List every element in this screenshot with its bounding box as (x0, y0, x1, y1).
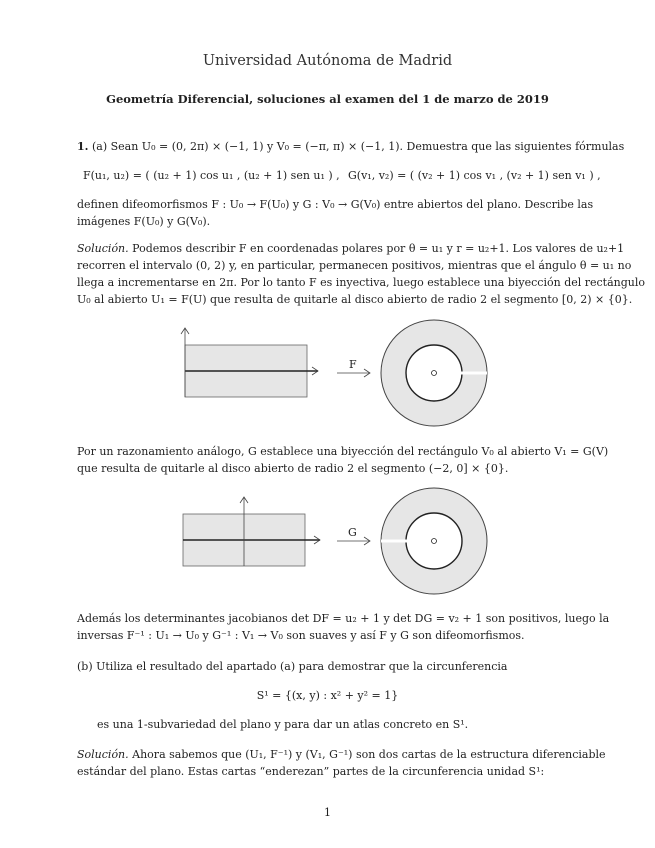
problem-1b-statement-line-2: es una 1-subvariedad del plano y para dar un atlas concreto en S¹. (97, 718, 469, 731)
rectangle-U0 (185, 345, 307, 397)
origin-point (432, 539, 437, 544)
page-subtitle: Geometría Diferencial, soluciones al examen del 1 de marzo de 2019 (106, 92, 549, 106)
formula-G: G(v₁, v₂) = ( (v₂ + 1) cos v₁ , (v₂ + 1) sen v₁ ) , (348, 169, 601, 182)
solution-label-2: Solución. (77, 748, 129, 761)
map-arrowhead-G (364, 537, 370, 545)
rectangle-V0 (183, 514, 305, 566)
vertical-axis-arrowhead (240, 497, 248, 503)
axis-arrowhead (314, 536, 320, 544)
formula-F: F(u₁, u₂) = ( (u₂ + 1) cos u₁ , (u₂ + 1) sen u₁ ) , (83, 169, 340, 182)
formula-S1: S¹ = {(x, y) : x² + y² = 1} (256, 689, 399, 702)
solution-1-text: Podemos describir F en coordenadas polares por θ = u₁ y r = u₂+1. Los valores de u₂+1 (132, 242, 625, 255)
problem-1a-statement-line-3: imágenes F(U₀) y G(V₀). (77, 215, 211, 228)
paragraph-2-line-2: que resulta de quitarle al disco abierto de radio 2 el segmento (−2, 0] × {0}. (77, 462, 509, 475)
problem-1a-statement-line-2: definen difeomorfismos F : U₀ → F(U₀) y G : V₀ → G(V₀) entre abiertos del plano. Describe las (77, 198, 594, 211)
paragraph-3-line-1: Además los determinantes jacobianos det DF = u₂ + 1 y det DG = v₂ + 1 son positivos, luego la (77, 612, 610, 625)
solution-1-line-4: U₀ al abierto U₁ = F(U) que resulta de quitarle al disco abierto de radio 2 el segmento [0, 2) × {0}. (77, 293, 633, 306)
origin-point (432, 371, 437, 376)
paragraph-3-line-2: inversas F⁻¹ : U₁ → U₀ y G⁻¹ : V₁ → V₀ son suaves y así F y G son difeomorfismos. (77, 629, 525, 642)
solution-1-line-3: llega a incrementarse en 2π. Por lo tanto F es inyectiva, luego establece una biyección del rectángulo (77, 276, 646, 289)
unit-circle (406, 345, 462, 401)
solution-label: Solución. (77, 242, 129, 255)
disk-radius-2 (381, 320, 487, 426)
solution-1-line-1 (77, 242, 625, 256)
map-label-G: G (348, 526, 357, 539)
problem-1a-statement-line-1 (77, 140, 625, 154)
problem-number: 1. (77, 140, 89, 153)
axis-arrowhead (312, 367, 318, 375)
solution-2-line-1 (77, 748, 606, 762)
vertical-axis-arrowhead (181, 328, 189, 334)
solution-2-text: Ahora sabemos que (U₁, F⁻¹) y (V₁, G⁻¹) son dos cartas de la estructura diferenciable (132, 748, 606, 761)
map-arrowhead-F (364, 369, 370, 377)
university-title: Universidad Autónoma de Madrid (202, 53, 453, 69)
page-number: 1 (324, 806, 331, 819)
problem-1b-statement: (b) Utiliza el resultado del apartado (a) para demostrar que la circunferencia (77, 660, 508, 673)
disk-radius-2 (381, 488, 487, 594)
solution-1-line-2: recorren el intervalo (0, 2) y, en particular, permanecen positivos, mientras que el ángulo θ = u₁ no (77, 259, 632, 272)
problem-1a-text: (a) Sean U₀ = (0, 2π) × (−1, 1) y V₀ = (−π, π) × (−1, 1). Demuestra que las siguientes fórmulas (91, 140, 625, 153)
unit-circle (406, 513, 462, 569)
paragraph-2-line-1: Por un razonamiento análogo, G establece una biyección del rectángulo V₀ al abierto V₁ = G(V) (77, 445, 609, 458)
map-label-F: F (349, 358, 357, 371)
solution-2-line-2: estándar del plano. Estas cartas “enderezan” partes de la circunferencia unidad S¹: (77, 765, 545, 778)
